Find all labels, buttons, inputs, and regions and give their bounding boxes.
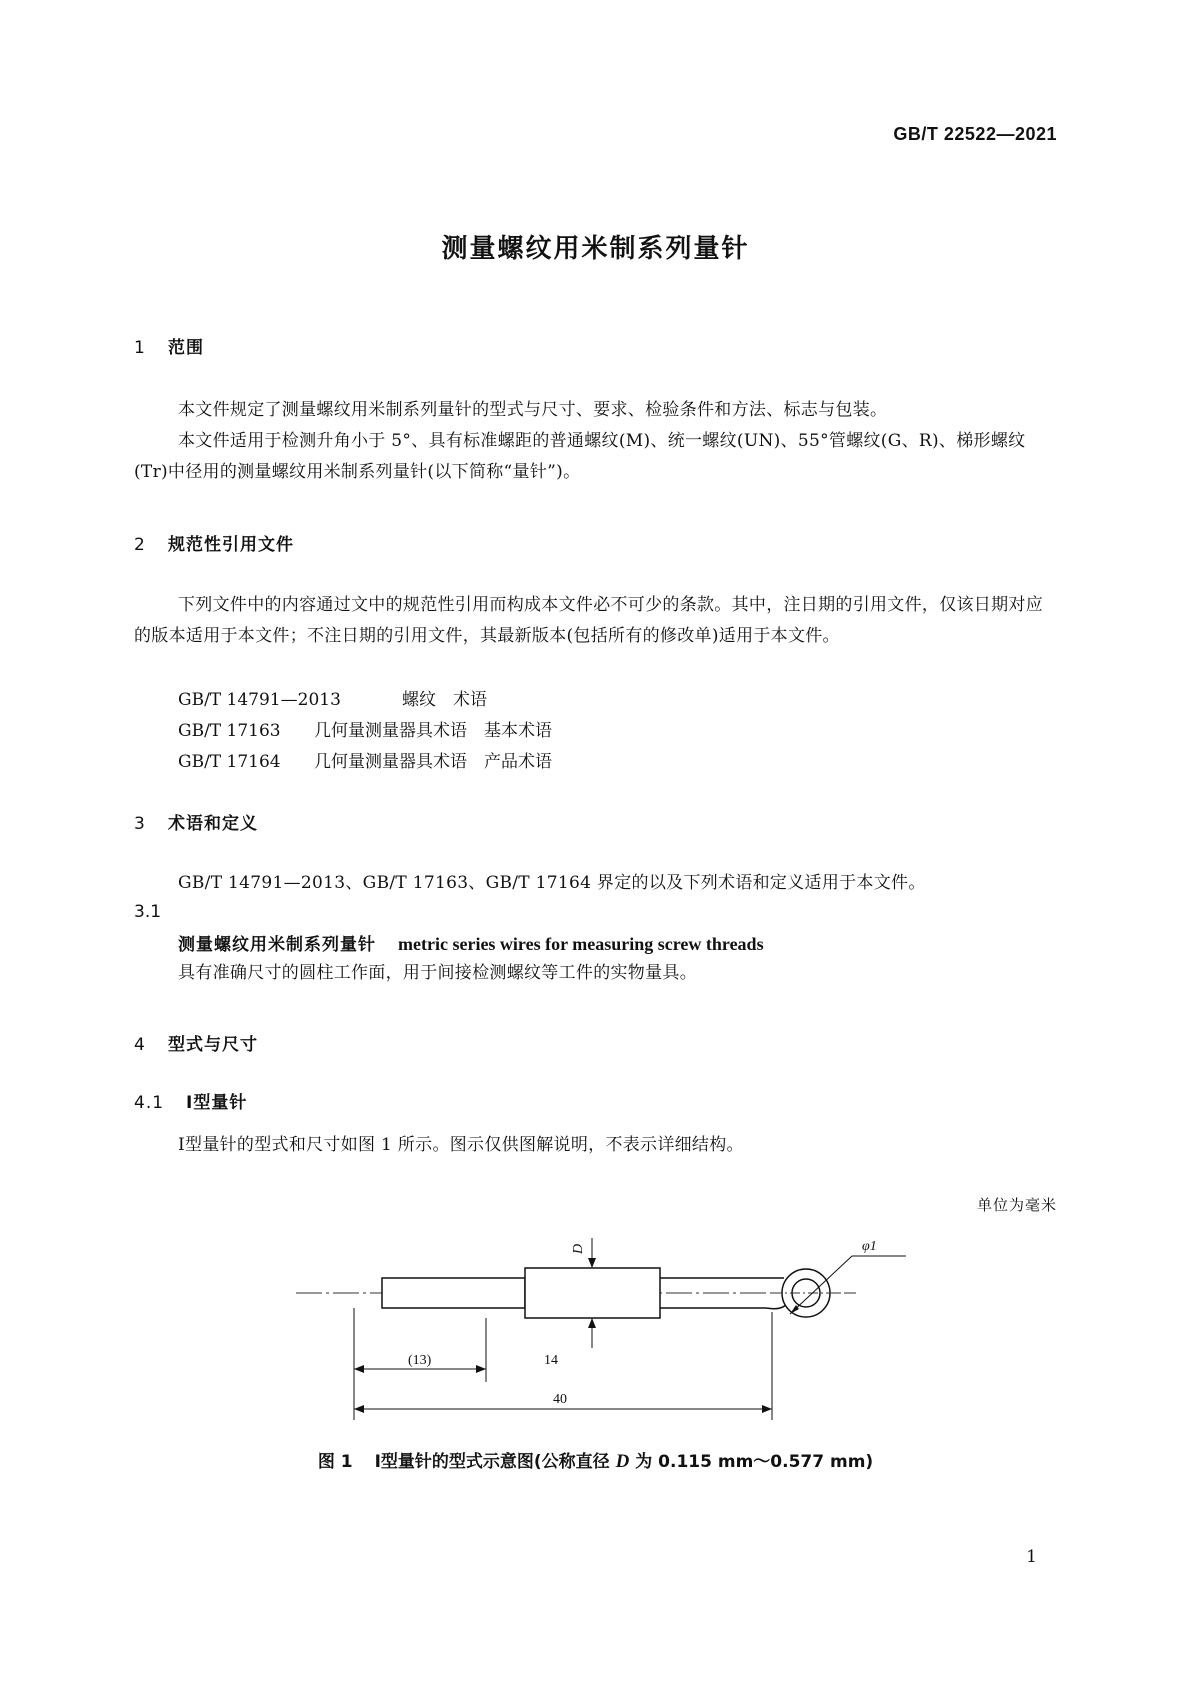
dimension-left-arrow-b [476,1365,486,1373]
dimension-left-label: (13) [408,1353,432,1368]
reference-item: GB/T 17163 几何量测量器具术语 基本术语 [178,721,552,741]
section-2-title: 规范性引用文件 [168,535,294,555]
section-3-intro: GB/T 14791—2013、GB/T 17163、GB/T 17164 界定的以及下列术语和定义适用于本文件。 [178,873,926,893]
term-number: 3.1 [134,902,162,922]
term-name [178,930,764,955]
figure-caption-number: 图 1 [317,1452,353,1472]
section-2-intro: 下列文件中的内容通过文中的规范性引用而构成本文件必不可少的条款。其中，注日期的引用文件，仅该日期对应的版本适用于本文件；不注日期的引用文件，其最新版本(包括所有的修改单)适用于本文件。 [134,595,1043,646]
figure-caption-range: 为 0.115 mm～0.577 mm) [635,1452,874,1472]
page-number: 1 [1026,1547,1037,1567]
document-title: 测量螺纹用米制系列量针 [441,234,750,264]
section-4-1-text: Ⅰ型量针的型式和尺寸如图 1 所示。图示仅供图解说明，不表示详细结构。 [178,1135,744,1155]
section-2-number: 2 [134,535,146,555]
section-4-heading [134,1030,258,1055]
left-shaft [382,1278,525,1308]
section-4-1-title: Ⅰ型量针 [186,1093,248,1113]
wire-drawing [296,1222,910,1420]
dimension-total-arrow-a [354,1405,364,1413]
ring-diameter-label: φ1 [862,1239,877,1254]
diameter-arrowhead-top [588,1258,596,1268]
dimension-total-arrow-b [762,1405,772,1413]
unit-note: 单位为毫米 [976,1196,1057,1214]
figure-caption-symbol: D [615,1451,630,1472]
standard-code: GB/T 22522—2021 [893,124,1057,144]
section-3-number: 3 [134,814,146,834]
dimension-left-arrow-a [354,1365,364,1373]
section-1-title: 范围 [168,338,204,358]
section-1-paragraph-2: 本文件适用于检测升角小于 5°、具有标准螺距的普通螺纹(M)、统一螺纹(UN)、55°管螺纹(G、R)、梯形螺纹(Tr)中径用的测量螺纹用米制系列量针(以下简称“量针”)。 [134,431,1026,482]
section-4-1-heading [134,1088,247,1113]
section-1-number: 1 [134,338,146,358]
diameter-symbol: D [571,1243,586,1254]
section-4-number: 4 [134,1035,146,1055]
section-1-heading [134,333,204,358]
figure-caption-text: Ⅰ型量针的型式示意图(公称直径 [374,1452,610,1472]
reference-item: GB/T 14791—2013 螺纹 术语 [178,690,487,710]
gauge-length-label: 14 [544,1353,558,1368]
term-name-cn: 测量螺纹用米制系列量针 [178,935,376,955]
term-definition: 具有准确尺寸的圆柱工作面，用于间接检测螺纹等工件的实物量具。 [178,963,697,983]
reference-item: GB/T 17164 几何量测量器具术语 产品术语 [178,752,552,772]
dimension-total-label: 40 [553,1392,567,1407]
figure-caption [0,1447,1191,1473]
section-3-heading [134,809,258,834]
section-3-title: 术语和定义 [168,814,258,834]
section-2-heading [134,530,294,555]
gauge-cylinder [525,1268,660,1318]
section-4-1-number: 4.1 [134,1093,165,1113]
term-name-en: metric series wires for measuring screw threads [398,934,764,954]
diameter-arrowhead-bottom [588,1318,596,1328]
section-4-title: 型式与尺寸 [168,1035,258,1055]
section-1-paragraph-1: 本文件规定了测量螺纹用米制系列量针的型式与尺寸、要求、检验条件和方法、标志与包装。 [178,400,888,420]
